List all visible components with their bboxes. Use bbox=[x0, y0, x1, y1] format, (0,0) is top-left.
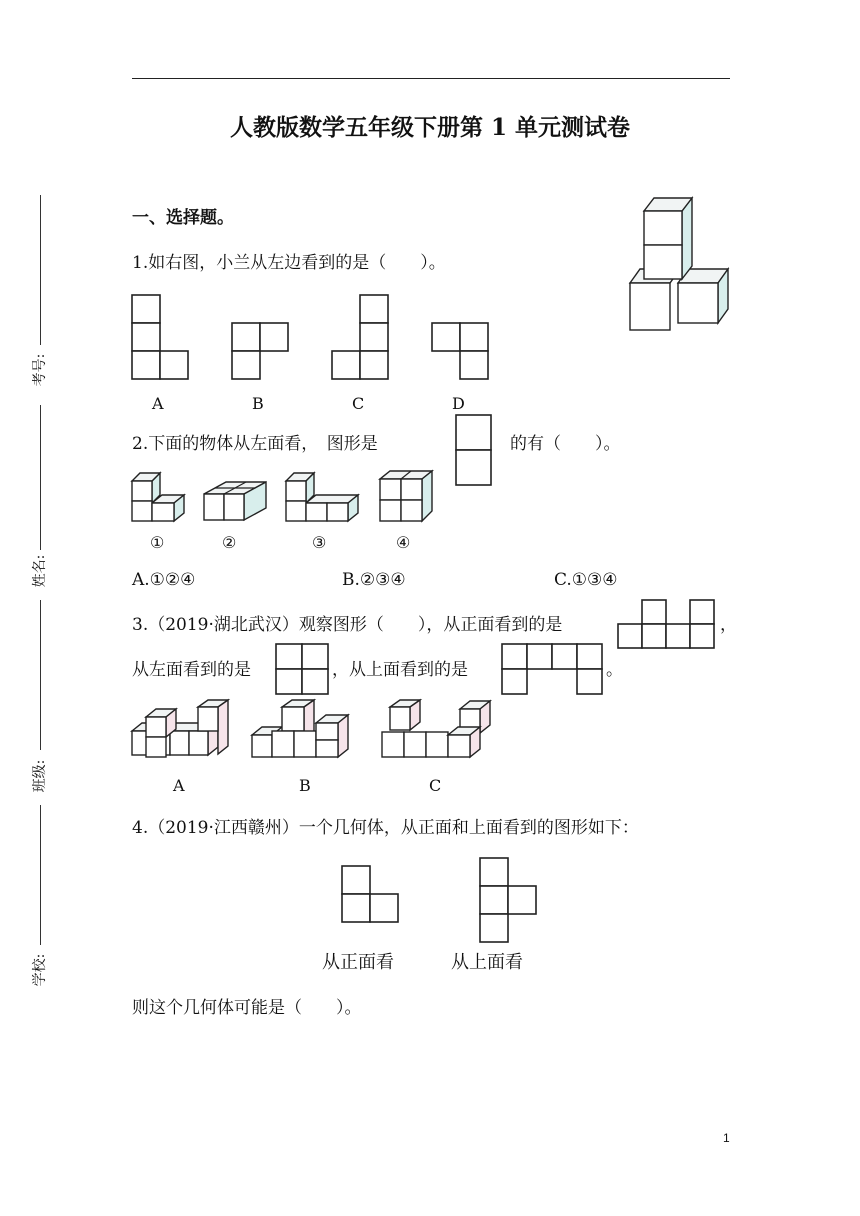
page-title: 人教版数学五年级下册第 1 单元测试卷 bbox=[229, 114, 631, 141]
q2-figure-2-label: ② bbox=[222, 533, 237, 552]
label-class: 班级: bbox=[32, 759, 48, 793]
label-name: 姓名: bbox=[32, 554, 48, 588]
q1-option-c-label: C bbox=[352, 394, 365, 413]
question-3-line-1-end: ， bbox=[720, 615, 737, 635]
margin-line-class bbox=[40, 600, 41, 750]
question-2-text-b: 的有（ ）。 bbox=[510, 434, 621, 454]
q3-option-c-label: C bbox=[429, 776, 442, 795]
q2-figure-3-label: ③ bbox=[312, 533, 327, 552]
q2-figure-4 bbox=[378, 468, 434, 524]
q2-figure-2 bbox=[202, 478, 268, 524]
question-3-line-1: 3.（2019·湖北武汉）观察图形（ ），从正面看到的是 bbox=[132, 615, 563, 635]
q4-top-view-figure bbox=[478, 858, 538, 944]
label-school: 学校: bbox=[32, 953, 48, 987]
label-exam-no: 考号: bbox=[32, 353, 48, 387]
q3-left-view-figure bbox=[276, 644, 330, 696]
margin-line-school bbox=[40, 805, 41, 945]
q3-option-c-figure bbox=[380, 698, 492, 760]
question-4-text: 4.（2019·江西赣州）一个几何体，从正面和上面看到的图形如下： bbox=[132, 818, 639, 838]
q2-choice-b: B.②③④ bbox=[342, 570, 406, 590]
q3-option-a-figure bbox=[130, 698, 232, 760]
q4-front-view-figure bbox=[340, 866, 400, 924]
q4-front-view-label: 从正面看 bbox=[322, 952, 394, 973]
q2-figure-1 bbox=[130, 468, 188, 524]
q2-choice-c: C.①③④ bbox=[554, 570, 618, 590]
section-heading: 一、选择题。 bbox=[132, 208, 234, 228]
q3-option-b-figure bbox=[250, 698, 352, 760]
question-2-text-a: 2.下面的物体从左面看， 图形是 bbox=[132, 434, 378, 454]
question-3-line-2-end: 。 bbox=[606, 660, 623, 680]
question-3-line-2b: ，从上面看到的是 bbox=[332, 660, 468, 680]
q3-top-view-figure bbox=[502, 644, 604, 696]
question-4-tail: 则这个几何体可能是（ ）。 bbox=[132, 998, 362, 1018]
q1-cube-column bbox=[644, 198, 692, 279]
q2-choice-a: A.①②④ bbox=[132, 570, 196, 590]
q1-cube-right bbox=[678, 269, 728, 323]
q1-cube-figure bbox=[628, 196, 732, 332]
q1-option-d-figure bbox=[432, 323, 488, 381]
q2-target-view-figure bbox=[456, 415, 492, 487]
q1-option-d-label: D bbox=[452, 394, 465, 413]
q4-top-view-label: 从上面看 bbox=[451, 952, 523, 973]
margin-line-name bbox=[40, 405, 41, 550]
q1-option-b-label: B bbox=[252, 394, 264, 413]
q3-option-a-label: A bbox=[173, 776, 185, 795]
q1-option-a-label: A bbox=[152, 394, 164, 413]
q3-option-b-label: B bbox=[299, 776, 311, 795]
margin-line-exam-no bbox=[40, 195, 41, 345]
q3-front-view-figure bbox=[618, 600, 718, 650]
q1-option-c-figure bbox=[332, 295, 388, 381]
question-3-line-2a: 从左面看到的是 bbox=[132, 660, 251, 680]
question-1-text: 1.如右图，小兰从左边看到的是（ ）。 bbox=[132, 253, 446, 273]
q1-option-a-figure bbox=[132, 295, 188, 381]
page-number: 1 bbox=[723, 1131, 730, 1145]
header-rule bbox=[132, 78, 730, 79]
q2-figure-4-label: ④ bbox=[396, 533, 411, 552]
q2-figure-1-label: ① bbox=[150, 533, 165, 552]
q2-figure-3 bbox=[284, 468, 360, 524]
q1-option-b-figure bbox=[232, 323, 288, 381]
